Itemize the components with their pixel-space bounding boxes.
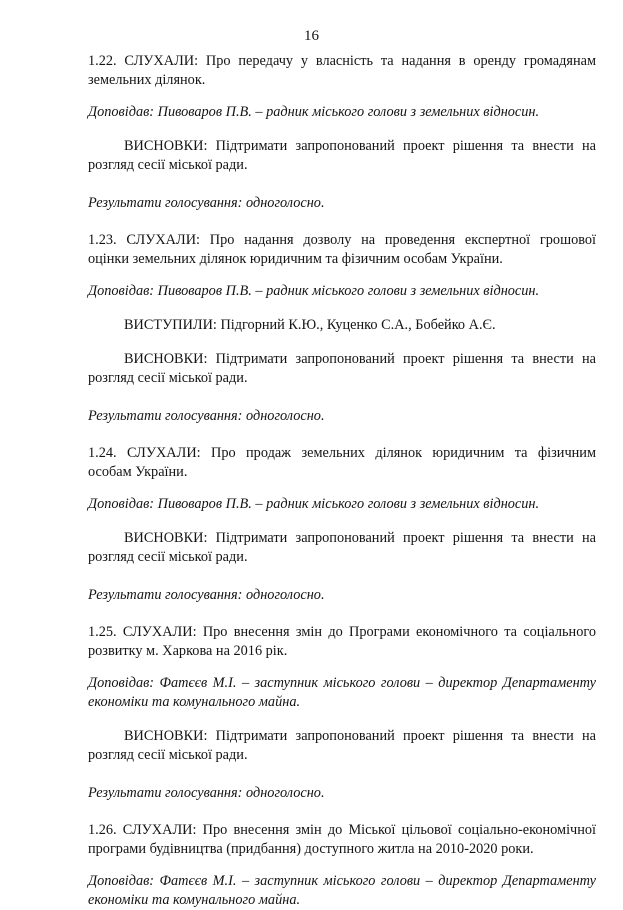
conclusion-line: розгляд сесії міської ради.	[88, 549, 248, 565]
conclusion-paragraph	[88, 727, 596, 765]
conclusion-line: ВИСНОВКИ: Підтримати запропонований проект рішення та внести на	[124, 728, 596, 744]
conclusion-line: розгляд сесії міської ради.	[88, 157, 248, 173]
conclusion-line: ВИСНОВКИ: Підтримати запропонований проект рішення та внести на	[124, 351, 596, 367]
speaker-line: економіки та комунального майна.	[88, 892, 301, 908]
speaker-line: економіки та комунального майна.	[88, 694, 301, 710]
heard-line: 1.22. СЛУХАЛИ: Про передачу у власність та надання в оренду громадянам	[88, 53, 596, 69]
agenda-item-1-23	[88, 231, 596, 426]
speaker-line: Доповідав: Пивоваров П.В. – радник міського голови з земельних відносин.	[88, 496, 540, 512]
heard-line: оцінки земельних ділянок юридичним та фізичним особам України.	[88, 251, 503, 267]
heard-line: 1.24. СЛУХАЛИ: Про продаж земельних ділянок юридичним та фізичним	[88, 445, 596, 461]
voting-result: Результати голосування: одноголосно.	[88, 785, 325, 801]
heard-line: 1.26. СЛУХАЛИ: Про внесення змін до Міської цільової соціально-економічної	[88, 822, 596, 838]
agenda-item-1-22	[88, 52, 596, 213]
speaker-paragraph	[88, 674, 596, 712]
speaker-line: Доповідав: Фатєєв М.І. – заступник міського голови – директор Департаменту	[88, 675, 596, 691]
heard-line: програми будівництва (придбання) доступного житла на 2010-2020 роки.	[88, 841, 534, 857]
conclusion-paragraph	[88, 350, 596, 388]
agenda-item-1-25	[88, 623, 596, 803]
heard-line: 1.25. СЛУХАЛИ: Про внесення змін до Програми економічного та соціального	[88, 624, 596, 640]
agenda-item-1-26	[88, 821, 596, 910]
page-number: 16	[304, 28, 319, 44]
heard-line: особам України.	[88, 464, 188, 480]
spoke-line: ВИСТУПИЛИ: Підгорний К.Ю., Куценко С.А., Бобейко А.Є.	[124, 317, 496, 333]
heard-paragraph	[88, 623, 596, 661]
heard-paragraph	[88, 821, 596, 859]
heard-paragraph	[88, 444, 596, 482]
speaker-line: Доповідав: Пивоваров П.В. – радник міського голови з земельних відносин.	[88, 104, 540, 120]
heard-line: 1.23. СЛУХАЛИ: Про надання дозволу на проведення експертної грошової	[88, 232, 596, 248]
voting-result: Результати голосування: одноголосно.	[88, 408, 325, 424]
heard-line: розвитку м. Харкова на 2016 рік.	[88, 643, 288, 659]
conclusion-line: розгляд сесії міської ради.	[88, 747, 248, 763]
conclusion-paragraph	[88, 529, 596, 567]
voting-result: Результати голосування: одноголосно.	[88, 587, 325, 603]
heard-paragraph	[88, 52, 596, 90]
speaker-paragraph	[88, 872, 596, 910]
conclusion-line: ВИСНОВКИ: Підтримати запропонований проект рішення та внести на	[124, 138, 596, 154]
heard-paragraph	[88, 231, 596, 269]
conclusion-line: ВИСНОВКИ: Підтримати запропонований проект рішення та внести на	[124, 530, 596, 546]
conclusion-paragraph	[88, 137, 596, 175]
voting-result: Результати голосування: одноголосно.	[88, 195, 325, 211]
speaker-line: Доповідав: Пивоваров П.В. – радник міського голови з земельних відносин.	[88, 283, 540, 299]
document-body	[88, 52, 596, 910]
heard-line: земельних ділянок.	[88, 72, 206, 88]
agenda-item-1-24	[88, 444, 596, 605]
conclusion-line: розгляд сесії міської ради.	[88, 370, 248, 386]
speaker-line: Доповідав: Фатєєв М.І. – заступник міського голови – директор Департаменту	[88, 873, 596, 889]
